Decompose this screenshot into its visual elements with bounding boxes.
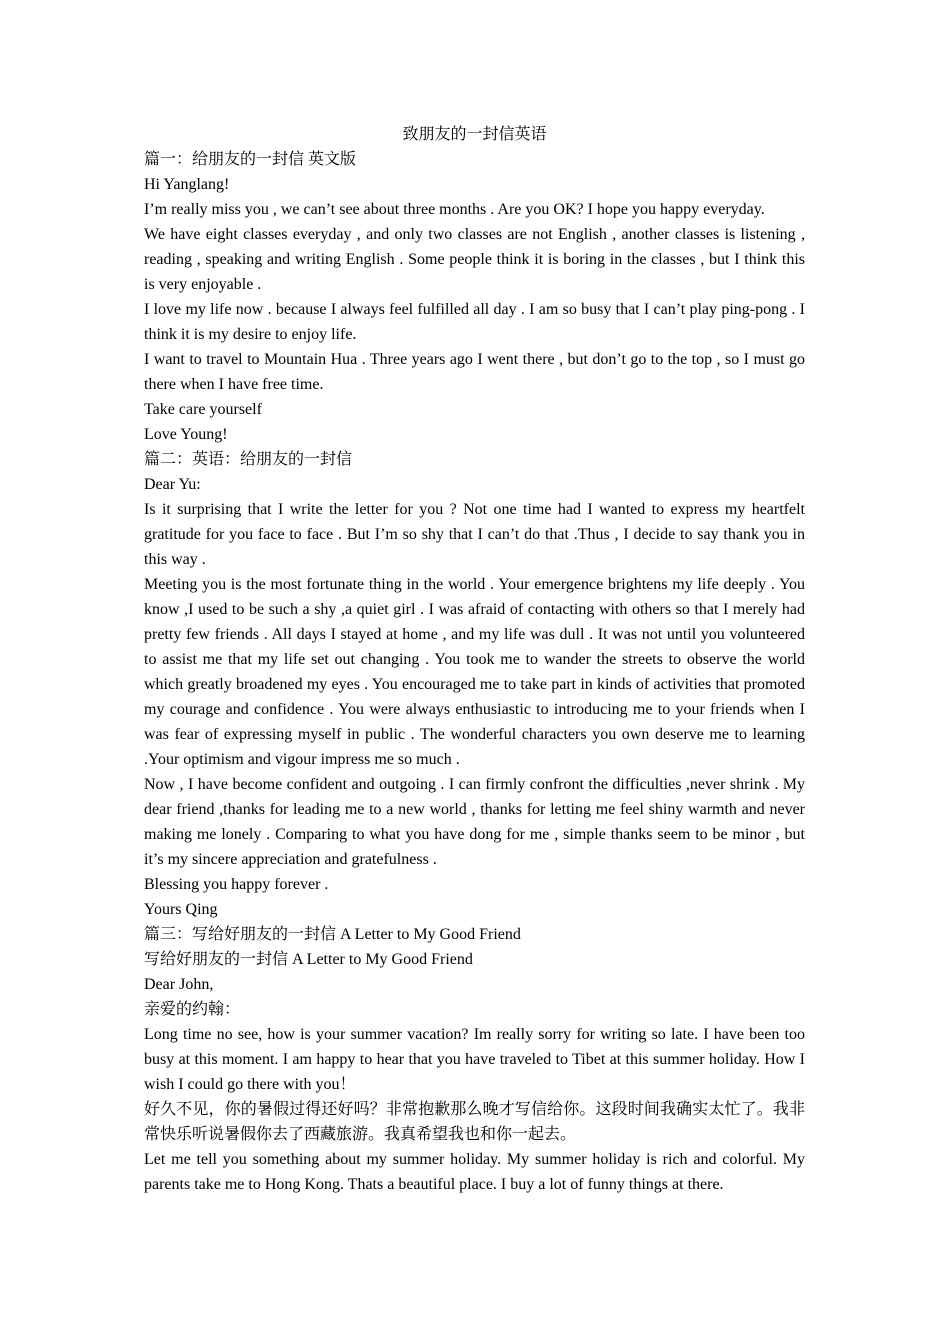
letter-greeting-chinese: 亲爱的约翰： <box>144 1001 241 1018</box>
letter-paragraph: Meeting you is the most fortunate thing in the world . Your emergence brightens my life deeply . You know ,I used to be such a shy ,a quiet girl . I was afraid of contacting with others so that I merely had pretty few friends . All days I stayed at home , and my life was dull . It was not until you volunteered to assist me that my life set out changing . You took me to wander the streets to observe the world which greatly broadened my eyes . You encouraged me to take part in kinds of activities that promoted my courage and confidence . You were always enthusiastic to introducing me to your friends when I was fear of expressing myself in public . The wonderful characters you own deserve me to learning .Your optimism and vigour impress me so much . <box>144 576 805 768</box>
letter-paragraph-chinese: 好久不见，你的暑假过得还好吗？非常抱歉那么晚才写信给你。这段时间我确实太忙了。我非常快乐听说暑假你去了西藏旅游。我真希望我也和你一起去。 <box>144 1101 805 1143</box>
letter-paragraph: Long time no see, how is your summer vacation? Im really sorry for writing so late. I have been too busy at this moment. I am happy to hear that you have traveled to Tibet at this summer holiday. How I wish I could go there with you！ <box>144 1026 805 1093</box>
letter-paragraph: I love my life now . because I always feel fulfilled all day . I am so busy that I can’t play ping-pong . I think it is my desire to enjoy life. <box>144 301 805 343</box>
letter-signature: Yours Qing <box>144 901 218 918</box>
section-heading: 篇二：英语：给朋友的一封信 <box>144 451 353 468</box>
document-title: 致朋友的一封信英语 <box>402 126 547 143</box>
letter-paragraph: We have eight classes everyday , and only two classes are not English , another classes is listening , reading , speaking and writing English . Some people think it is boring in the classes , but I think this is very enjoyable . <box>144 226 805 293</box>
section-heading: 篇三：写给好朋友的一封信 A Letter to My Good Friend <box>144 926 521 943</box>
section-subheading: 写给好朋友的一封信 A Letter to My Good Friend <box>144 951 473 968</box>
letter-greeting: Dear Yu: <box>144 476 201 493</box>
letter-greeting: Dear John, <box>144 976 214 993</box>
letter-paragraph: Is it surprising that I write the letter for you ? Not one time had I wanted to express my heartfelt gratitude for you face to face . But I’m so shy that I can’t do that .Thus , I decide to say thank you in this way . <box>144 501 805 568</box>
section-heading: 篇一：给朋友的一封信 英文版 <box>144 151 357 168</box>
letter-paragraph: Let me tell you something about my summer holiday. My summer holiday is rich and colorful. My parents take me to Hong Kong. Thats a beautiful place. I buy a lot of funny things at there. <box>144 1151 805 1193</box>
letter-closing: Blessing you happy forever . <box>144 876 329 893</box>
letter-closing: Take care yourself <box>144 401 262 418</box>
document-page <box>144 122 805 1197</box>
letter-paragraph: I want to travel to Mountain Hua . Three years ago I went there , but don’t go to the top , so I must go there when I have free time. <box>144 351 805 393</box>
letter-paragraph: I’m really miss you , we can’t see about three months . Are you OK? I hope you happy everyday. <box>144 201 765 218</box>
letter-paragraph: Now , I have become confident and outgoing . I can firmly confront the difficulties ,never shrink . My dear friend ,thanks for leading me to a new world , thanks for letting me feel shiny warmth and never making me lonely . Comparing to what you have dong for me , simple thanks seem to be minor , but it’s my sincere appreciation and gratefulness . <box>144 776 805 868</box>
letter-greeting: Hi Yanglang! <box>144 176 230 193</box>
letter-signature: Love Young! <box>144 426 228 443</box>
